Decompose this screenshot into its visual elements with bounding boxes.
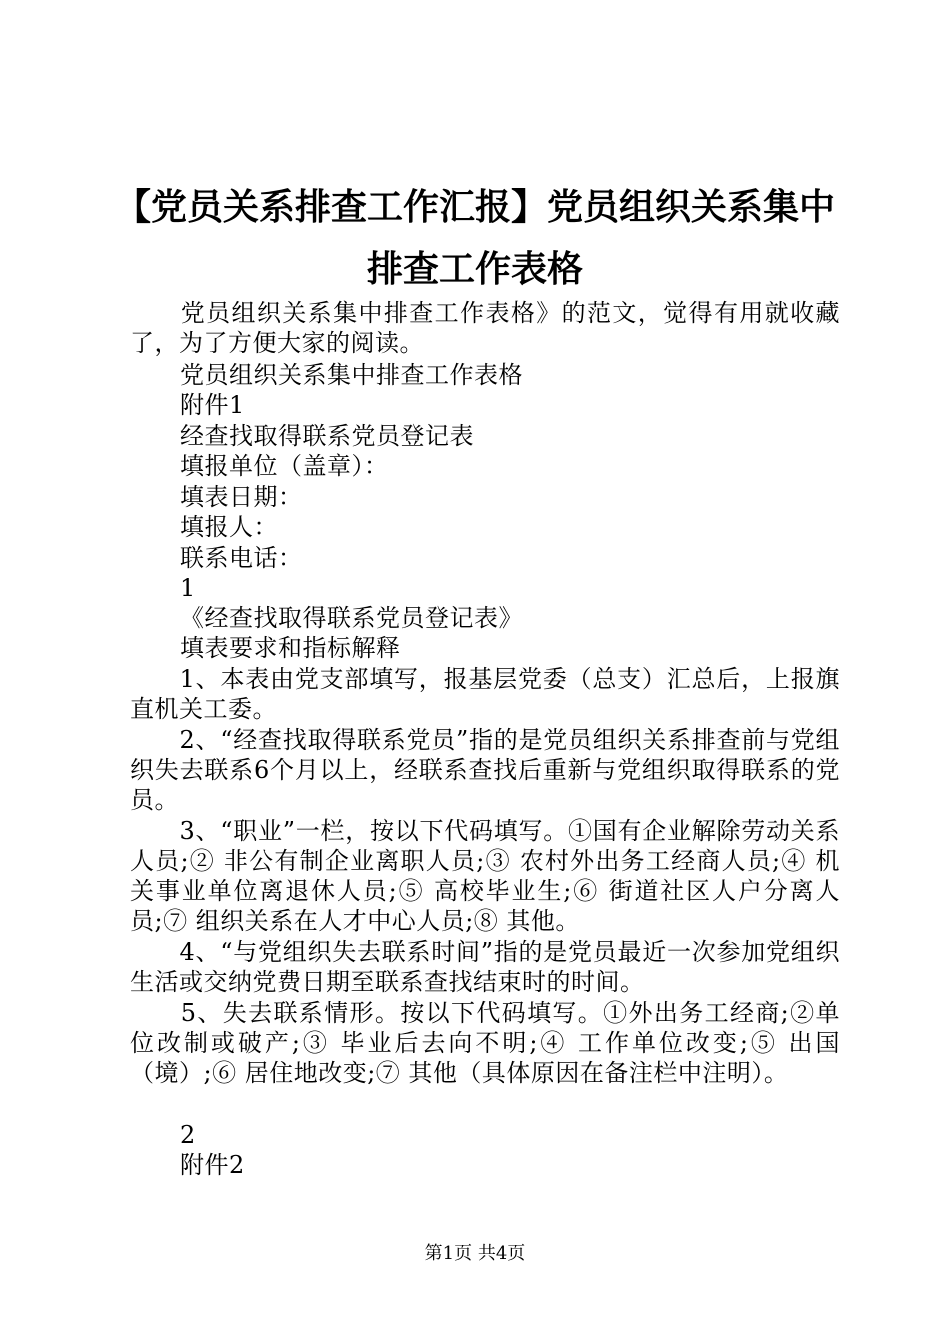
attachment-1-label: 附件1 — [180, 391, 245, 419]
instruction-item-3: 3、“职业”一栏，按以下代码填写。①国有企业解除劳动关系人员;② 非公有制企业离职人员;③ 农村外出务工经商人员;④ 机关事业单位离退休人员;⑤ 高校毕业生;⑥ 街道社区人户分离人员;⑦ 组织关系在人才中心人员;⑧ 其他。 — [130, 817, 840, 935]
field-phone: 联系电话： — [180, 544, 303, 572]
document-title-line2: 排查工作表格 — [366, 249, 583, 290]
instruction-item-5: 5、失去联系情形。按以下代码填写。①外出务工经商;②单位改制或破产;③ 毕业后去向不明;④ 工作单位改变;⑤ 出国（境）;⑥ 居住地改变;⑦ 其他（具体原因在备注栏中注明）。 — [130, 999, 840, 1087]
instruction-item-4: 4、“与党组织失去联系时间”指的是党员最近一次参加党组织生活或交纳党费日期至联系查找结束时的时间。 — [130, 938, 840, 996]
field-reporting-unit: 填报单位（盖章）： — [180, 452, 389, 480]
inner-page-number-1: 1 — [180, 574, 196, 602]
field-reporter: 填报人： — [180, 513, 278, 541]
field-fill-date: 填表日期： — [180, 483, 303, 511]
inner-page-number-2: 2 — [180, 1121, 196, 1149]
subtitle-line: 党员组织关系集中排查工作表格 — [180, 361, 523, 389]
instructions-heading: 填表要求和指标解释 — [180, 634, 401, 662]
intro-paragraph: 党员组织关系集中排查工作表格》的范文，觉得有用就收藏了，为了方便大家的阅读。 — [130, 299, 840, 357]
instruction-item-2: 2、“经查找取得联系党员”指的是党员组织关系排查前与党组织失去联系6个月以上，经联系查找后重新与党组织取得联系的党员。 — [130, 726, 840, 814]
form-title: 经查找取得联系党员登记表 — [180, 422, 474, 450]
instruction-item-1: 1、本表由党支部填写，报基层党委（总支）汇总后，上报旗直机关工委。 — [130, 665, 840, 723]
attachment-2-label: 附件2 — [180, 1151, 245, 1179]
document-title-line1: 【党员关系排查工作汇报】党员组织关系集中 — [114, 187, 835, 228]
page-footer: 第1页 共4页 — [424, 1243, 526, 1264]
form-reference-title: 《经查找取得联系党员登记表》 — [180, 604, 523, 632]
